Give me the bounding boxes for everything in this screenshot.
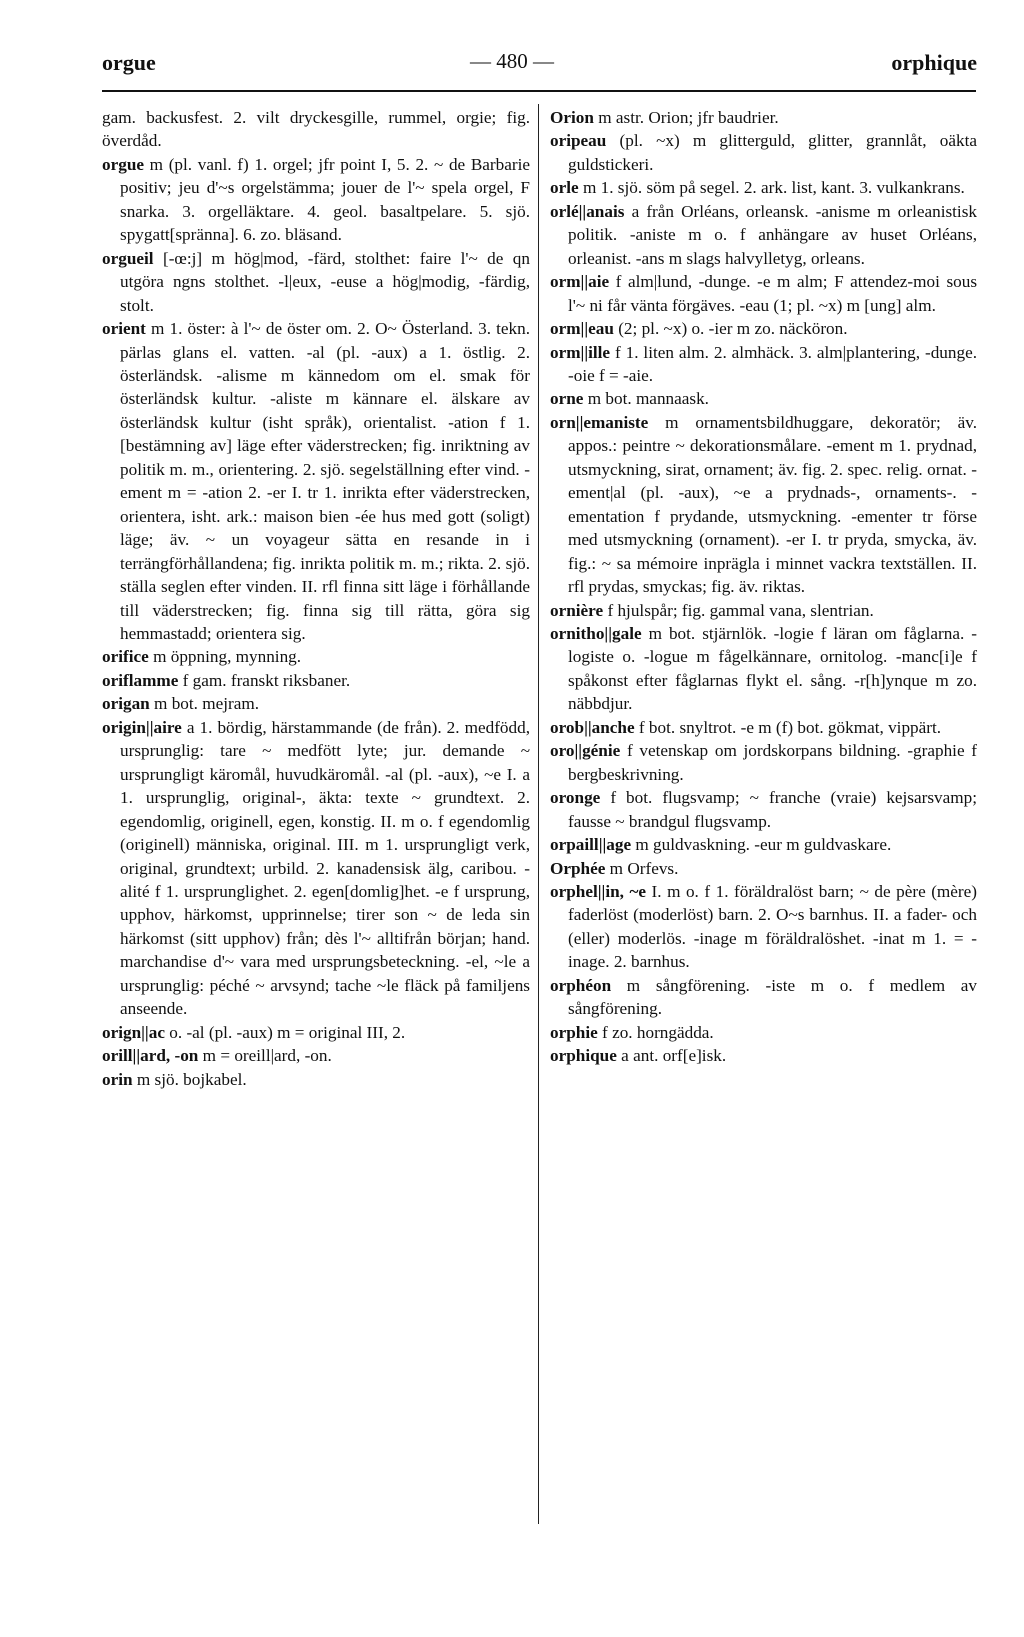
- entry-text: m bot. stjärnlök. -logie f läran om fåglarna. -logiste o. -logue m fågelkännare, ornitolog. -manc[i]e f spåkonst efter fåglarnas flykt el. sång. -r[h]ynque m zo. näbbdjur.: [568, 623, 977, 714]
- entry-text: m (pl. vanl. f) 1. orgel; jfr point I, 5. 2. ~ de Barbarie positiv; jeu d'~s orgelstämma; jouer de l'~ spela orgel, F snarka. 3. orgelläktare. 4. geol. basaltpelare. 5. sjö. spygatt[spränna]. 6. zo. bläsand.: [120, 154, 530, 245]
- entry-headword: ornière: [550, 600, 604, 620]
- entry-headword: orob||anche: [550, 717, 635, 737]
- dictionary-entry: [102, 153, 530, 247]
- dictionary-entry: [102, 247, 530, 317]
- entry-headword: orifice: [102, 647, 149, 667]
- entry-headword: orm||ille: [550, 342, 611, 362]
- entry-text: I. m o. f 1. föräldralöst barn; ~ de père (mère) faderlöst (moderlöst) barn. 2. O~s barnhus. II. a fader- och (eller) moderlös. -inage m föräldralöshet. -inat m 1. = -inage. 2. barnhus.: [568, 881, 978, 972]
- dictionary-entry: [550, 317, 977, 340]
- entry-text: m öppning, mynning.: [153, 647, 302, 667]
- entry-headword: ornitho||gale: [550, 623, 642, 643]
- dictionary-entry: [550, 176, 977, 199]
- entry-text: f bot. snyltrot. -e m (f) bot. gökmat, vippärt.: [638, 717, 942, 737]
- dictionary-entry: [102, 317, 530, 645]
- dictionary-entry: [550, 270, 977, 317]
- entry-headword: oripeau: [550, 131, 607, 151]
- dictionary-entry: [102, 669, 530, 692]
- dictionary-entry: [550, 411, 977, 599]
- header-rule: [102, 90, 976, 92]
- guideword-right: orphique: [891, 50, 977, 75]
- dictionary-entry: [550, 200, 977, 270]
- entry-text: (2; pl. ~x) o. -ier m zo. näcköron.: [618, 319, 848, 339]
- entry-headword: oronge: [550, 788, 601, 808]
- entry-headword: orm||eau: [550, 319, 614, 339]
- dictionary-entry: [550, 622, 977, 716]
- guideword-left: orgue: [102, 50, 156, 75]
- entry-text: m bot. mejram.: [154, 694, 260, 714]
- dictionary-entry: [550, 387, 977, 410]
- entry-headword: orgueil: [102, 248, 154, 268]
- dictionary-entry: [550, 739, 977, 786]
- entry-text: f zo. horngädda.: [602, 1022, 714, 1042]
- entry-text: m ornamentsbildhuggare, dekoratör; äv. appos.: peintre ~ dekorationsmålare. -ement m 1. prydnad, utsmyckning, sirat, ornament; äv. fig. 2. spec. relig. ornat. -ement|al (pl. -aux), ~e a prydnads-, ornaments-. -ementation f prydande, utsmyckning. -ementer tr förse med utsmyckning (ornament). -er I. tr pryda, smycka, äv. fig.: ~ sa mémoire inprägla i minnet vackra textställen. II. rfl prydas, smyckas; fig. äv. riktas.: [568, 412, 978, 597]
- entry-headword: orpaill||age: [550, 835, 632, 855]
- entry-headword: orin: [102, 1069, 133, 1089]
- entry-headword: oro||génie: [550, 741, 621, 761]
- dictionary-entry: [550, 857, 977, 880]
- left-column: [102, 106, 530, 1091]
- entry-text: f 1. liten alm. 2. almhäck. 3. alm|plantering, -dunge. -oie f = -aie.: [568, 342, 978, 385]
- entry-text: m sångförening. -iste m o. f medlem av sångförening.: [568, 975, 978, 1019]
- entry-text: m astr. Orion; jfr baudrier.: [598, 108, 779, 127]
- entry-text: o. -al (pl. -aux) m = original III, 2.: [169, 1022, 406, 1042]
- entry-text: f alm|lund, -dunge. -e m alm; F attendez-moi sous l'~ ni får vänta förgäves. -eau (1; pl. ~x) m [ung] alm.: [568, 272, 978, 315]
- dictionary-entry: [550, 833, 977, 856]
- entry-headword: orphique: [550, 1046, 617, 1066]
- entry-text: a 1. bördig, härstammande (de från). 2. medfödd, ursprunglig: tare ~ medfött lyte; jur. demande ~ ursprungligt käromål, huvudkäromål. -al (pl. -aux), ~e I. a 1. ursprunglig, original-, äkta: texte ~ grundtext. 2. egendomlig, originell, egen, konstig. II. m o. f egendomlig (originell) människa, original. III. m 1. ursprungligt verk, original, grundtext; urbild. 2. kanadensisk älg, caribou. -alité f 1. ursprunglighet. 2. egen[domlig]het. -e f ursprung, upphov, härkomst, upprinnelse; tirer son ~ de leda sin härkomst (sitt upphov) från; dès l'~ alltifrån början; hand. marchandise d'~ vara med ursprungsbeteckning. -el, ~le a ursprunglig: péché ~ arvsynd; tache ~le fläck på familjens anseende.: [120, 717, 530, 1019]
- entry-headword: orill||ard, -on: [102, 1046, 199, 1066]
- dictionary-entry: [102, 692, 530, 715]
- dictionary-entry: [550, 599, 977, 622]
- entry-text: gam. backusfest. 2. vilt dryckesgille, rummel, orgie; fig. överdåd.: [102, 108, 530, 151]
- entry-text: m = oreill|ard, -on.: [202, 1046, 332, 1066]
- entry-headword: orphéon: [550, 975, 612, 995]
- entry-text: m 1. öster: à l'~ de öster om. 2. O~ Österland. 3. tekn. pärlas glans el. vatten. -al (pl. -aux) a 1. östlig. 2. österländsk. -alisme m kännedom om el. smak för österländsk kultur. -aliste m kännare el. älskare av österländsk kultur (isht språk), orientalist. -ation f 1. [bestämning av] läge efter väderstrecken; fig. inriktning av politik m. m., orientering. 2. sjö. segelställning efter vind. -ement m = -ation 2. -er I. tr 1. inrikta efter väderstrecken, orientera, isht. ark.: maison bien -ée hus med gott (soligt) läge; äv. ~ un voyageur sätta en resande in i terrängförhållandena; fig. inrikta politik m. m.; rikta. 2. sjö. ställa seglen efter vinden. II. rfl finna sitt läge i förhållande till väderstrecken; fig. finna sig till rätta, göra sig hemmastadd; orientera sig.: [120, 319, 531, 643]
- entry-headword: orn||emaniste: [550, 412, 649, 432]
- entry-headword: Orphée: [550, 858, 606, 878]
- entry-headword: orign||ac: [102, 1022, 165, 1042]
- dictionary-entry: [102, 1068, 530, 1091]
- entry-headword: orient: [102, 319, 146, 339]
- entry-text: a från Orléans, orleansk. -anisme m orleanistisk politik. -aniste m o. f anhängare av huset Orléans, orleanist. -ans m slags halvylletyg, orleans.: [568, 201, 977, 268]
- dictionary-entry: [550, 716, 977, 739]
- right-column: [550, 106, 977, 1068]
- entry-text: f vetenskap om jordskorpans bildning. -graphie f bergbeskrivning.: [568, 741, 978, 784]
- entry-headword: origan: [102, 694, 150, 714]
- dictionary-entry: [550, 1021, 977, 1044]
- entry-headword: orgue: [102, 154, 145, 174]
- entry-text: f gam. franskt riksbaner.: [182, 670, 351, 690]
- entry-text: [-œ:j] m hög|mod, -färd, stolthet: faire l'~ de qn utgöra ngns stolthet. -l|eux, -euse a hög|modig, -färdig, stolt.: [120, 248, 530, 315]
- dictionary-entry: [550, 974, 977, 1021]
- dictionary-entry: [550, 106, 977, 129]
- dictionary-entry: [102, 1021, 530, 1044]
- entry-text: m guldvaskning. -eur m guldvaskare.: [635, 835, 892, 855]
- entry-text: m bot. mannaask.: [587, 389, 709, 409]
- dictionary-entry: [550, 341, 977, 388]
- dictionary-entry: [550, 1044, 977, 1067]
- column-divider: [538, 104, 539, 1524]
- entry-headword: orle: [550, 178, 579, 198]
- entry-headword: orm||aie: [550, 272, 610, 292]
- entry-headword: orphel||in, ~e: [550, 881, 647, 901]
- dictionary-entry: [102, 716, 530, 1021]
- entry-headword: orne: [550, 389, 584, 409]
- entry-text: f hjulspår; fig. gammal vana, slentrian.: [607, 600, 874, 620]
- dictionary-entry: [550, 880, 977, 974]
- page-number: — 480 —: [470, 49, 554, 73]
- dictionary-entry: [550, 786, 977, 833]
- entry-text: m 1. sjö. söm på segel. 2. ark. list, kant. 3. vulkankrans.: [582, 178, 965, 198]
- entry-headword: oriflamme: [102, 670, 179, 690]
- entry-headword: orlé||anais: [550, 201, 625, 221]
- entry-text: a ant. orf[e]isk.: [621, 1046, 727, 1066]
- entry-text: m sjö. bojkabel.: [136, 1069, 247, 1089]
- entry-text: f bot. flugsvamp; ~ franche (vraie) kejsarsvamp; fausse ~ brandgul flugsvamp.: [568, 788, 978, 831]
- entry-text: (pl. ~x) m glitterguld, glitter, grannlåt, oäkta guldstickeri.: [568, 131, 977, 174]
- dictionary-entry: [550, 129, 977, 176]
- entry-headword: Orion: [550, 108, 594, 127]
- entry-text: m Orfevs.: [609, 858, 679, 878]
- dictionary-entry: [102, 106, 530, 153]
- entry-headword: orphie: [550, 1022, 598, 1042]
- entry-headword: origin||aire: [102, 717, 182, 737]
- dictionary-entry: [102, 1044, 530, 1067]
- dictionary-entry: [102, 645, 530, 668]
